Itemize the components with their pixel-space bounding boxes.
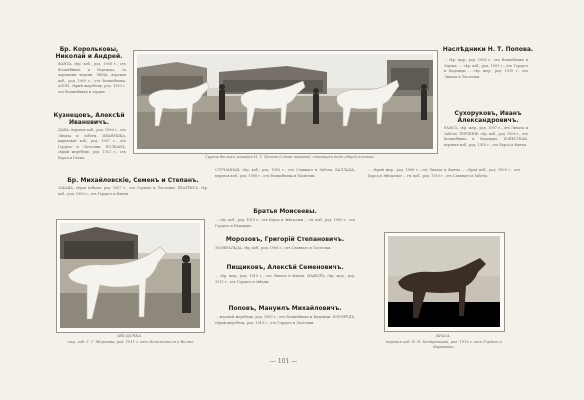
zvezdochka-image	[60, 223, 200, 328]
paragraph-center-b: ... сѣр. коб., род. 1910 г., отъ Барса и Звѣздочки ... гн. коб., род. 1909 г., отъ Гордаго и Надежды.	[215, 218, 355, 228]
caption-zvezdochka-title: ЗВѢЗДОЧКА.	[116, 334, 143, 338]
heading-nasledniki-popova: Наслѣдники Н. Т. Попова.	[442, 46, 534, 53]
heading-popov-manuil: Поповъ, Мануилъ Михайловичъ.	[228, 305, 342, 312]
horse-group-image	[137, 54, 433, 149]
page-number: — 101 —	[270, 358, 298, 365]
heading-morozov: Морозовъ, Григорій Степановичъ.	[225, 236, 345, 243]
photo-krasa	[384, 232, 505, 332]
heading-mikhailovskie: Бр. Михайловскіе, Семенъ и Степанъ.	[67, 177, 199, 184]
paragraph-right-b: РАМСЪ, сѣр. жер., род. 1907 г., отъ Лихача и Заботы. ТЕРПЕНІЕ, сѣр. коб., род. 1908 г., отъ Волшебника и Надежды. ИЗВѢСТНАЯ, вороная коб., род. 1910 г., отъ Барса и Фанты.	[444, 126, 528, 147]
paragraph-center-e: ... вороной жеребецъ, род. 1909 г., отъ Волшебника и Надежды. ИЗУМРУДЪ, сѣрый жеребецъ, род. 1910 г., отъ Гордаго и Ласточки.	[215, 315, 355, 325]
paragraph-right-a: ... сѣр. жер., род. 1908 г., отъ Волшебника и Зорьки. ... сѣр. коб., род. 1909 г., отъ Гордаго и Надежды ... сѣр. жер., род. 1910 г., отъ Лихача и Ласточки.	[444, 58, 528, 79]
paragraph-center-c: ЭСМЕРАЛЬДА, сѣр. коб., род. 1908 г., отъ Славнаго и Ласточки.	[215, 246, 332, 250]
caption-horse-group: Группа бѣлыхъ лошадей Н. Т. Попова (слѣва направо), стоящихъ подъ общей кличкой.	[205, 155, 375, 159]
heading-pishchikov: Пищиковъ, Алексѣй Семеновичъ.	[226, 264, 344, 271]
paragraph-center-d: ... сѣр. жер., род. 1910 г., отъ Лихача и Фанты. МАЖОРЪ, сѣр. жер., род. 1911 г., отъ Гордаго и Звѣзды.	[215, 274, 355, 284]
caption-krasa: вороная коб. И. Н. Кондратьева, род. 1910 г. отъ Гордаго и Каравайки.	[386, 340, 502, 349]
paragraph-kuznetsov: ДАНА, вороная коб., род. 1906 г., отъ Лихача и Заботы. ИВАНУШКА, караковая коб., род. 1907 г., отъ Гордаго и Ласточки. ПОЛКАНЪ, сѣрый жеребецъ, род. 1911 г., отъ Барса и Галки.	[58, 128, 126, 160]
photo-horse-group	[133, 50, 438, 154]
caption-krasa-title: КРАСА.	[436, 334, 451, 338]
caption-zvezdochka: сѣр. коб. Г. Г. Морозова, род. 1911 г. отъ Исполнителя и Волны.	[67, 340, 195, 344]
heading-moiseevy: Братья Моисеевы.	[253, 208, 317, 215]
heading-korolkovy: Бр. Корольковы, Николай и Андрей.	[55, 46, 123, 60]
paragraph-center-right: ... сѣрый жер., род. 1908 г., отъ Лихача и Фанты. ... сѣрая коб., род. 1909 г., отъ Барса и Звѣздочки ... гн. коб., род. 1910 г., отъ Славнаго и Заботы.	[368, 168, 520, 178]
photo-zvezdochka	[56, 219, 205, 333]
heading-sukhorukov: Сухоруковъ, Иванъ Александровичъ.	[454, 110, 522, 124]
paragraph-center-a: СЛУЧАЙНАЯ, сѣр. коб., род. 1905 г., отъ Славнаго и Заботы. БАЛЛАДА, вороная коб., род. 1908 г., отъ Волшебника и Малютки.	[215, 168, 355, 178]
krasa-image	[388, 236, 500, 327]
paragraph-mikhailovskie: ЗАБАВА, сѣрая кобыла, род. 1907 г., отъ Гордаго и Ласточки. БЕАТРИСЪ, сѣр. коб., род. 1909 г., отъ Гордаго и Фанты.	[58, 186, 208, 196]
heading-kuznetsov: Кузнецовъ, Алексѣй Ивановичъ.	[53, 112, 125, 126]
paragraph-korolkovy: ФАНТА, сѣр. коб., род. 1908 г., отъ Волшебника и Надежды, съ хорошими ходами. ЗИМА, вороная коб., род. 1909 г., отъ Волшебника. АЛОН, сѣрый жеребецъ, род. 1910 г. отъ Волшебника и Зорьки.	[58, 62, 126, 94]
